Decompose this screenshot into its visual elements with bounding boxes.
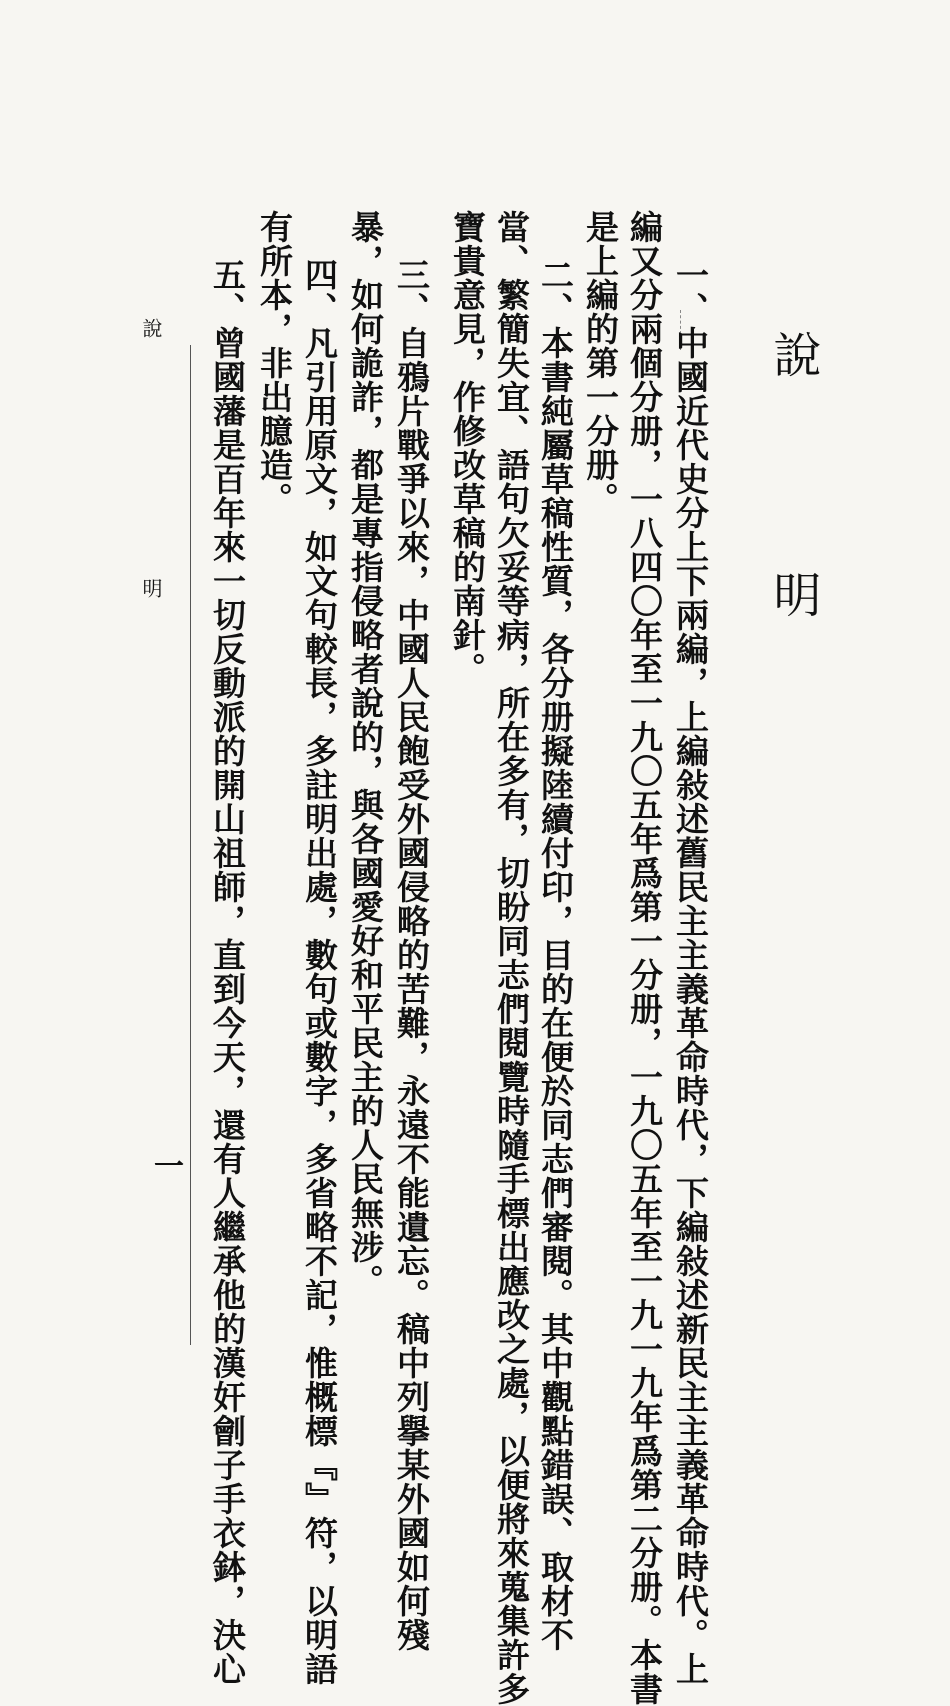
text-column: 暴，如何詭詐，都是專指侵略者說的，與各國愛好和平民主的人民無涉。 (346, 210, 385, 1298)
text-column: 三、自鴉片戰爭以來，中國人民飽受外國侵略的苦難，永遠不能遺忘。稿中列擧某外國如何殘 (392, 258, 431, 1652)
page-number: 一 (148, 1150, 183, 1180)
text-column: 五、曾國藩是百年來一切反動派的開山祖師，直到今天，還有人繼承他的漢奸劊子手衣鉢，決心 (208, 258, 247, 1686)
page-title: 說 明 (765, 330, 821, 690)
text-column: 當、繁簡失宜、語句欠妥等病，所在多有，切盼同志們閱覽時隨手標出應改之處，以便將來蒐集許多 (492, 210, 531, 1706)
running-head: 說 明 (139, 318, 163, 708)
text-column: 編又分兩個分册，一八四〇年至一九〇五年爲第一分册，一九〇五年至一九一九年爲第二分册。本書 (625, 210, 664, 1706)
text-column: 二、本書純屬草稿性質，各分册擬陸續付印，目的在便於同志們審閱。其中觀點錯誤、取材不 (536, 258, 575, 1652)
text-column: 是上編的第一分册。 (581, 210, 620, 516)
text-column: 有所本，非出臆造。 (255, 210, 294, 516)
text-column: 一、中國近代史分上下兩編，上編敍述舊民主主義革命時代，下編敍述新民主主義革命時代。上 (671, 258, 710, 1686)
text-column: 寶貴意見，作修改草稿的南針。 (448, 210, 487, 686)
margin-rule (190, 345, 191, 1345)
text-column: 四、凡引用原文，如文句較長，多註明出處，數句或數字，多省略不記，惟概標『』符，以明語 (300, 258, 339, 1686)
